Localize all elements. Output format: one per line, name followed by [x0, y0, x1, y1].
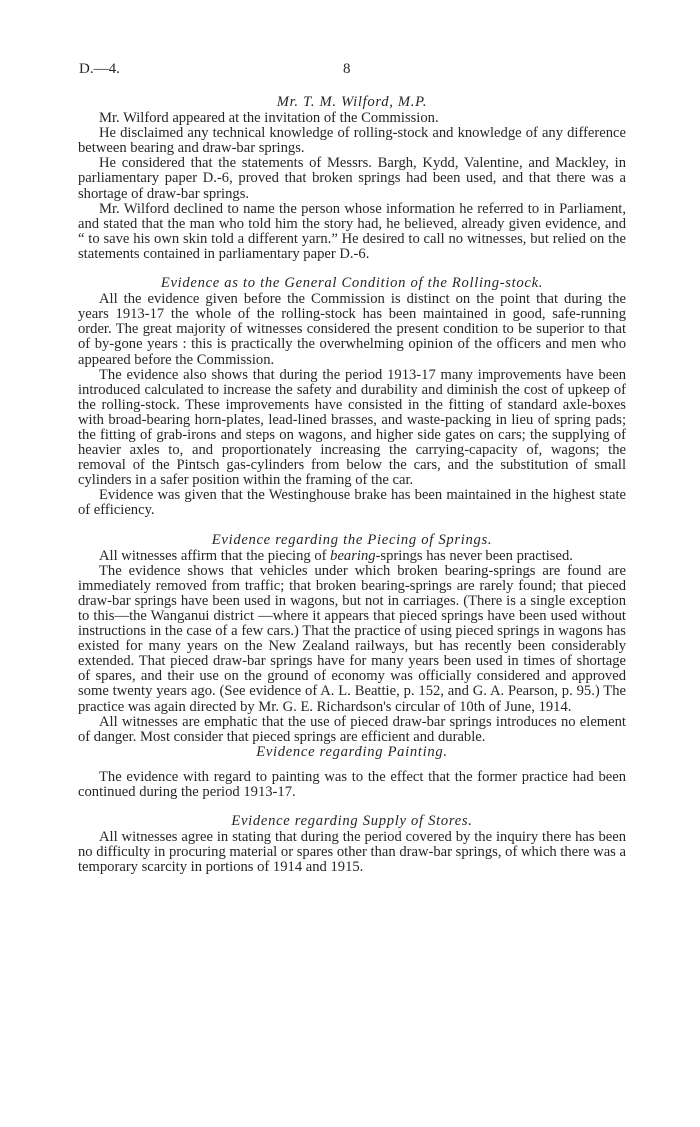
- paragraph-text: -springs has never been practised.: [375, 547, 573, 564]
- page-number: 8: [343, 61, 351, 77]
- paragraph: The evidence with regard to painting was to the effect that the former practice had been continued during the period 1913-17.: [78, 768, 626, 801]
- section-supply-of-stores: [78, 814, 626, 875]
- section-piecing-of-springs: [78, 533, 626, 745]
- page-header: [79, 62, 624, 78]
- document-reference: D.—4.: [79, 61, 120, 77]
- section-painting: [78, 745, 626, 800]
- paragraph-text: All witnesses affirm that the piecing of: [99, 547, 331, 564]
- section-heading: Evidence regarding Painting.: [256, 743, 448, 760]
- section-heading: Evidence regarding the Piecing of Springs.: [211, 531, 493, 548]
- emphasis-text: bearing: [330, 547, 376, 564]
- section-heading: Evidence as to the General Condition of the Rolling-stock.: [160, 275, 544, 292]
- paragraph: The evidence also shows that during the period 1913-17 many improvements have been introduced calculated to increase the safety and durability and diminish the cost of upkeep of the rolling-stock. These improvements have consisted in the fitting of standard axle-boxes with broad-bearing horn-plates, lead-lined brasses, and waste-packing in lieu of spring pads; the fitting of grab-irons and steps on wagons, and higher side gates on cars; the supplying of heavier axles to, and proportionately increasing the carrying-capacity of, wagons; the removal of the Pintsch gas-cylinders from below the cars, and the substitution of small cylinders in a safer position within the framing of the car.: [78, 366, 626, 489]
- paragraph: Mr. Wilford declined to name the person whose information he referred to in Parliament, and stated that the man who told him the story had, he believed, already given evidence, and “ to save his own skin told a different yarn.” He desired to call no witnesses, but relied on the statements contained in parliamentary paper D.-6.: [78, 200, 626, 262]
- paragraph: All witnesses are emphatic that the use of pieced draw-bar springs introduces no element of danger. Most consider that pieced springs are efficient and durable.: [78, 713, 626, 745]
- section-wilford: [78, 95, 626, 262]
- paragraph: Evidence was given that the Westinghouse brake has been maintained in the highest state of efficiency.: [78, 487, 626, 519]
- document-body: [78, 95, 626, 876]
- section-heading: Evidence regarding Supply of Stores.: [231, 813, 473, 830]
- paragraph: [78, 549, 626, 564]
- paragraph: All witnesses agree in stating that during the period covered by the inquiry there has been no difficulty in procuring material or spares other than draw-bar springs, of which there was a temporary scarcity in portions of 1914 and 1915.: [78, 829, 626, 876]
- paragraph: Mr. Wilford appeared at the invitation of the Commission.: [99, 110, 439, 127]
- paragraph: The evidence shows that vehicles under which broken bearing-springs are found are immediately removed from traffic; that broken bearing-springs are rarely found; that pieced draw-bar springs have been used in wagons, but not in carriages. (There is a single exception to this—the Wanganui district —where it appears that pieced springs have been used without instructions in the case of a few cars.) That the practice of using pieced springs in wagons has existed for many years on the New Zealand railways, but has recently been considerably extended. That pieced draw-bar springs have for many years been used in times of shortage of spares, and their use on the ground of economy was officially considered and approved some twenty years ago. (See evidence of A. L. Beattie, p. 152, and G. A. Pearson, p. 95.) The practice was again directed by Mr. G. E. Richardson's circular of 10th of June, 1914.: [78, 562, 626, 715]
- section-general-condition: [78, 276, 626, 519]
- paragraph: All the evidence given before the Commission is distinct on the point that during the years 1913-17 the whole of the rolling-stock has been maintained in good, safe-running order. The great majority of witnesses considered the present condition to be superior to that of by-gone years : this is practically the overwhelming opinion of the officers and men who appeared before the Commission.: [78, 291, 626, 368]
- section-heading: Mr. T. M. Wilford, M.P.: [276, 94, 428, 110]
- paragraph: He considered that the statements of Messrs. Bargh, Kydd, Valentine, and Mackley, in parliamentary paper D.-6, proved that broken springs had been used, and that there was a shortage of draw-bar springs.: [78, 155, 626, 202]
- paragraph: He disclaimed any technical knowledge of rolling-stock and knowledge of any difference between bearing and draw-bar springs.: [78, 125, 626, 157]
